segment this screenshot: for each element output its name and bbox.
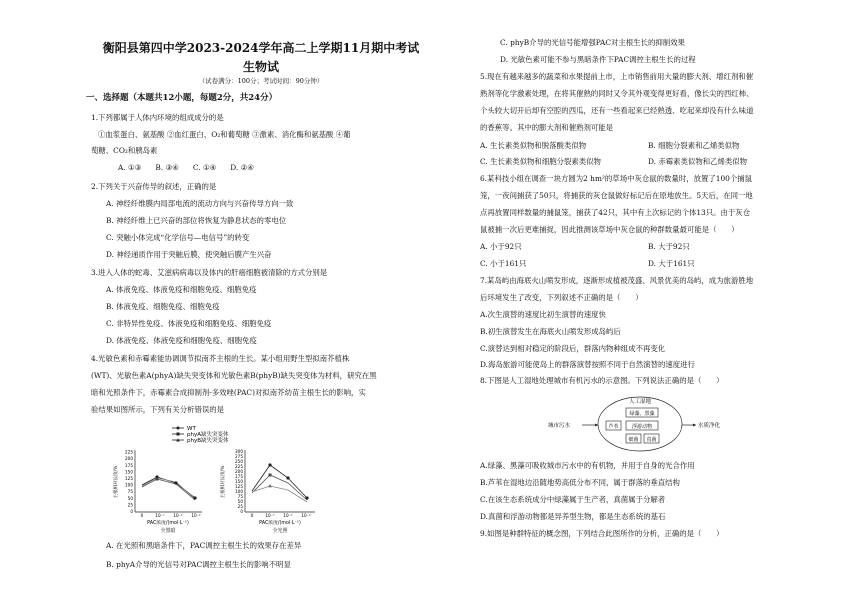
box-reed: 芦苇: [608, 424, 619, 430]
q6-option-c: C. 小于161只: [480, 259, 527, 268]
y-tick-label: 175: [125, 462, 133, 468]
q2-option-b: B. 神经纤维上已兴奋的部位将恢复为静息状态的零电位: [106, 216, 287, 225]
q7-option-d: D.海岛旅游可能使岛上的群落演替按照不同于自然演替的速度进行: [480, 360, 695, 369]
y-tick-label: 75: [127, 489, 133, 495]
q6-line3: 点再放置同样数量的捕鼠笼，捕获了42只，其中有上次标记的个体13只。由于灰仓: [480, 208, 751, 217]
wetland-label: 人工湿地: [628, 399, 652, 405]
q7-option-a: A.次生演替的速度比初生演替的速度快: [480, 310, 606, 319]
section-heading: 一、选择题（本题共12小题，每题2分，共24分）: [86, 93, 278, 103]
q5-line3: 个头较大切开后却有空腔的西瓜，还有一些看起来已经熟透、吃起来却没有什么味道: [480, 106, 754, 115]
q1-options: A. ①③ B. ③④ C. ①④ D. ②④: [118, 163, 254, 172]
q3-option-b: B. 体液免疫、细胞免疫、细胞免疫: [106, 302, 220, 311]
q5-line2: 熟剂等化学激素处理，在将其催熟的同时又令其外观变得更好看，像长尖的西红柿、: [480, 89, 754, 98]
x-tick-label: 10⁻³: [301, 513, 311, 518]
q7-line1: 7.某岛屿由海底火山喷发形成，逐渐形成植被茂盛、风景优美的岛屿，成为旅游胜地: [480, 276, 754, 285]
left-column: [86, 0, 436, 608]
x-tick-label: 10⁻³: [191, 513, 201, 518]
q4-ylabel-left: 主根相对长度/%: [114, 465, 119, 499]
y-tick-label: 25: [127, 502, 133, 508]
y-tick-label: 0: [130, 509, 133, 514]
y-tick-label: 300: [235, 449, 243, 454]
q3-option-d: D. 体液免疫、体液免疫和细胞免疫、细胞免疫: [106, 336, 257, 345]
q4-legend: [172, 426, 229, 444]
q9-stem: 9.如图是种群特征的概念图，下列结合此图所作的分析，正确的是（ ）: [480, 529, 724, 538]
q4-chart-dark: [112, 450, 202, 534]
q1-line2: 萄糖、CO₂和胰岛素: [91, 146, 158, 155]
q6-option-d: D. 大于161只: [648, 259, 695, 268]
q1-line1: ①血浆蛋白、氨基酸 ②血红蛋白、O₂和葡萄糖 ③激素、消化酶和氨基酸 ④葡: [98, 130, 351, 139]
q4-caption-dark: 全黑暗: [160, 528, 176, 534]
q4-ylabel-right: 主根相对长度/%: [221, 465, 226, 499]
q5-option-a: A. 生长素类似物和脱落酸类似物: [480, 141, 587, 150]
legend-wt: WT: [187, 426, 196, 432]
q4-line4: 验结果如图所示，下列有关分析错误的是: [91, 405, 225, 414]
q4-figure: [110, 420, 330, 535]
q2-option-a: A. 神经纤维膜内局部电流的流动方向与兴奋传导方向一致: [106, 199, 294, 208]
y-tick-label: 150: [235, 479, 243, 484]
q7-option-b: B.初生演替发生在海底火山喷发形成岛屿后: [480, 327, 621, 336]
x-tick-label: 10⁻⁷: [265, 513, 275, 518]
q4-line2: (WT)、光敏色素A(phyA)缺失突变体和光敏色素B(phyB)缺失突变体为材料，研究在黑: [91, 371, 377, 380]
q7-line2: 后环境发生了改变，下列叙述不正确的是（ ）: [480, 293, 643, 302]
exam-title: 衡阳县第四中学2023-2024学年高二上学期11月期中考试: [102, 41, 420, 55]
q8-option-b: B.芦苇在湿地边沿随地势高低分布不同，属于群落的垂直结构: [480, 478, 680, 487]
y-tick-label: 50: [127, 495, 133, 501]
q4-option-d: D. 光敏色素可能不参与黑暗条件下PAC调控主根生长的过程: [500, 55, 696, 64]
y-tick-label: 200: [125, 456, 133, 462]
y-tick-label: 50: [237, 499, 243, 504]
q6-line2: 笼，一夜间捕获了50只，将捕获的灰仓鼠做好标记后在原地放生。5天后，在同一地: [480, 191, 753, 200]
q4-option-b: B. phyA介导的光信号对PAC调控主根生长的影响不明显: [106, 560, 291, 569]
q3-stem: 3.进入人体的蛇毒、艾滋病病毒以及体内的肝癌细胞被清除的方式分别是: [91, 268, 328, 277]
q4-chart-light: [219, 449, 315, 534]
q2-option-d: D. 神经递质作用于突触后膜，使突触后膜产生兴奋: [106, 250, 272, 259]
q6-line1: 6.某科技小组在调查一块方圆为2 hm²的草场中灰仓鼠的数量时，放置了100个捕鼠: [480, 174, 753, 183]
y-tick-label: 125: [125, 476, 133, 481]
q6-option-b: B. 大于92只: [648, 242, 690, 251]
y-tick-label: 100: [125, 482, 133, 488]
q4-option-a: A. 在光照和黑暗条件下，PAC调控主根生长的效果存在差异: [106, 541, 302, 550]
q5-line1: 5.现在有越来越多的蔬菜和水果提前上市，上市销售前用大量的膨大剂、增红剂和催: [480, 72, 754, 81]
q2-option-c: C. 突触小体完成“化学信号—电信号”的转变: [106, 233, 250, 242]
inflow-label: 城市污水: [548, 423, 571, 429]
y-tick-label: 225: [125, 449, 133, 455]
q3-option-a: A. 体液免疫、体液免疫和细胞免疫、细胞免疫: [106, 285, 257, 294]
x-tick-label: 10⁻⁵: [173, 513, 183, 518]
q5-option-c: C. 生长素类似物和细胞分裂素类似物: [480, 157, 601, 166]
exam-info: （试卷满分：100分；考试时间：90分钟）: [198, 77, 324, 85]
q3-option-c: C. 非特异性免疫、体液免疫和细胞免疫、细胞免疫: [106, 319, 272, 328]
box-green-algae: 绿藻、黑藻: [629, 411, 655, 417]
x-tick-label: 10⁻⁵: [283, 513, 293, 518]
q5-line4: 的香蕉等。其中的膨大剂和催熟剂可能是: [480, 123, 614, 132]
q8-option-c: C.在该生态系统成分中绿藻属于生产者，真菌属于分解者: [480, 495, 666, 504]
x-tick-label: 0: [140, 513, 144, 518]
y-tick-label: 275: [235, 454, 243, 459]
y-tick-label: 200: [235, 469, 243, 474]
y-tick-label: 175: [235, 474, 243, 479]
q8-stem: 8.下图是人工湿地处理城市有机污水的示意图。下列说法正确的是（ ）: [480, 376, 724, 385]
q4-caption-light: 全光照: [272, 528, 288, 534]
q5-option-b: B. 细胞分裂素和乙烯类似物: [648, 141, 740, 150]
q4-line3: 暗和光照条件下，赤霉素合成抑制剂-多效唑(PAC)对拟南芥幼苗主根生长的影响，实: [91, 388, 366, 397]
q6-option-a: A. 小于92只: [480, 242, 522, 251]
legend-phyb: phyB缺失突变体: [187, 438, 229, 444]
q8-figure: [540, 388, 740, 454]
y-tick-label: 250: [235, 459, 243, 464]
q2-stem: 2.下列关于兴奋传导的叙述，正确的是: [91, 182, 217, 191]
q7-option-c: C.演替达到相对稳定的阶段后，群落内物种组成不再变化: [480, 344, 666, 353]
q4-option-c: C. phyB介导的光信号能增强PAC对主根生长的抑制效果: [500, 38, 685, 47]
y-tick-label: 75: [237, 494, 243, 499]
q8-option-d: D.真菌和浮游动物都是异养型生物，都是生态系统的基石: [480, 512, 666, 521]
q5-option-d: D. 赤霉素类似物和乙烯类似物: [648, 157, 748, 166]
y-tick-label: 25: [237, 504, 243, 509]
q4-line1: 4.光敏色素和赤霉素能协调调节拟南芥主根的生长。某小组用野生型拟南芥植株: [91, 354, 350, 363]
legend-phya: phyA缺失突变体: [187, 432, 229, 438]
outflow-label: 水质净化: [698, 423, 721, 429]
q6-line4: 鼠被捕一次后更难捕捉，因此推测该草场中灰仓鼠的种群数量最可能是（ ）: [480, 225, 739, 234]
box-bacteria: 细菌: [628, 437, 639, 443]
exam-subtitle: 生物试: [242, 60, 279, 74]
box-zooplankton: 浮游动物: [631, 424, 653, 430]
y-tick-label: 150: [125, 469, 133, 475]
q4-xlabel-left: PAC浓度/(mol·L⁻¹): [147, 521, 189, 526]
q1-stem: 1.下列都属于人体内环境的组成成分的是: [91, 113, 224, 122]
box-fungi: 真菌: [646, 437, 657, 443]
y-tick-label: 125: [235, 484, 243, 489]
q4-xlabel-right: PAC浓度/(mol·L⁻¹): [259, 521, 301, 526]
x-tick-label: 0: [250, 513, 254, 518]
q8-option-a: A.绿藻、黑藻可吸收城市污水中的有机物，并用于自身的光合作用: [480, 461, 695, 470]
y-tick-label: 225: [235, 464, 243, 469]
y-tick-label: 100: [235, 489, 243, 494]
x-tick-label: 10⁻⁷: [155, 513, 165, 518]
y-tick-label: 0: [240, 509, 243, 514]
right-column: [480, 0, 795, 608]
